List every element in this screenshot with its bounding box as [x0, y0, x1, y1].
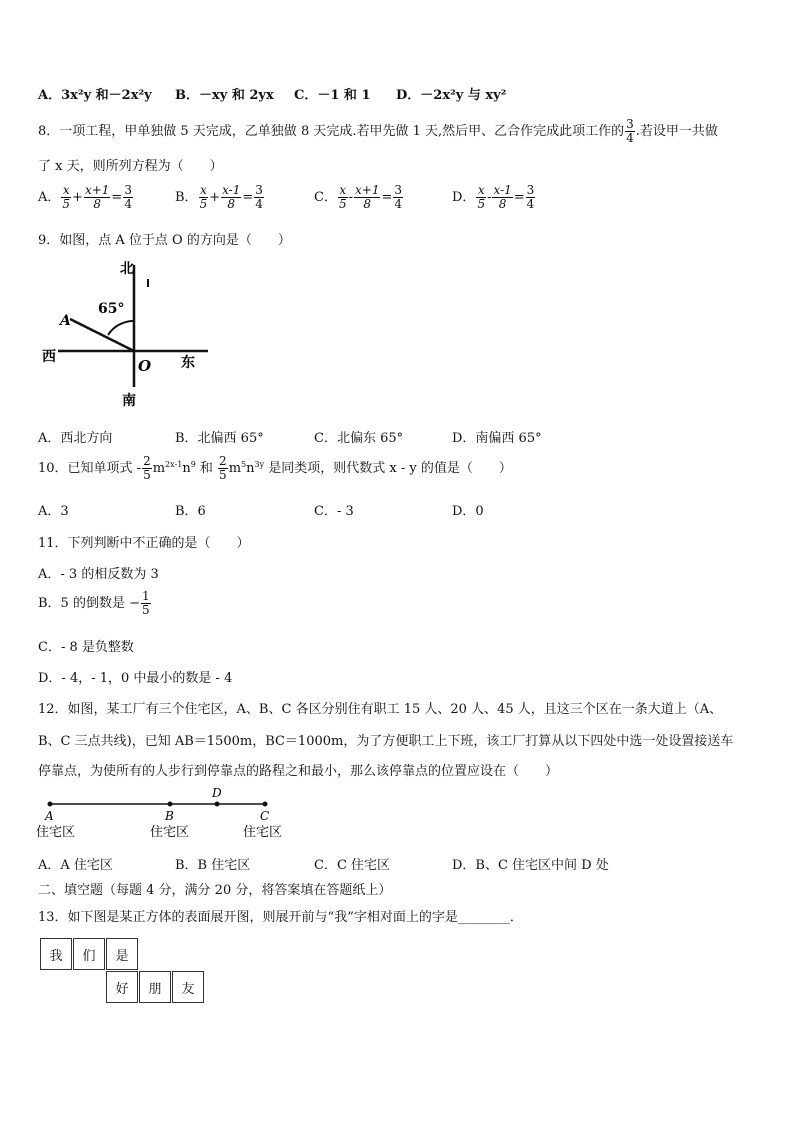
- q11-option-a: A．- 3 的相反数为 3: [38, 567, 159, 582]
- q8-stem-line1: [38, 118, 718, 145]
- q12-stem-line1: 12．如图，某工厂有三个住宅区，A、B、C 各区分别住有职工 15 人、20 人、45 人，且这三个区在一条大道上（A、: [38, 702, 723, 717]
- net-cell-hao: 好: [106, 971, 138, 1003]
- q12-stem-line3: 停靠点，为使所有的人步行到停靠点的路程之和最小，那么该停靠点的位置应设在（ ）: [38, 764, 559, 779]
- label-area-c: 住宅区: [243, 825, 283, 840]
- q12-option-b: B．B 住宅区: [175, 858, 251, 873]
- label-area-b: 住宅区: [150, 825, 190, 840]
- point-a: [48, 802, 53, 807]
- label-b: B: [165, 809, 174, 823]
- q9-option-d: D．南偏西 65°: [452, 431, 542, 446]
- q12-option-d: D．B、C 住宅区中间 D 处: [452, 858, 609, 873]
- q11-option-d: D．- 4，- 1，0 中最小的数是 - 4: [38, 671, 233, 686]
- q8-fraction: $\frac{3}{4}$: [626, 117, 634, 145]
- q9-compass-figure: [38, 255, 218, 415]
- label-north: 北: [120, 261, 134, 277]
- q12-option-c: C．C 住宅区: [314, 858, 391, 873]
- section-2-heading: 二、填空题（每题 4 分，满分 20 分，将答案填在答题纸上）: [38, 883, 392, 898]
- q10-option-a: A．3: [38, 504, 69, 519]
- net-cell-wo: 我: [40, 938, 72, 970]
- label-origin: O: [138, 357, 152, 375]
- label-d: D: [212, 786, 222, 800]
- q10-option-c: C．- 3: [314, 504, 354, 519]
- q12-option-a: A．A 住宅区: [38, 858, 113, 873]
- q8-stem-line2: 了 x 天，则所列方程为（ ）: [38, 159, 223, 174]
- net-cell-men: 们: [73, 938, 105, 970]
- label-c: C: [260, 809, 270, 823]
- q13-stem: 13．如下图是某正方体的表面展开图，则展开前与“我”字相对面上的字是________．: [38, 910, 523, 925]
- q8-option-c: C． $\frac{x}{5}$ - $\frac{x+1}{8}$ = $\frac{3}{4}$: [314, 183, 403, 211]
- label-point-a: A: [60, 313, 71, 329]
- q7-option-c: C．－1 和 1: [294, 88, 371, 103]
- q9-option-a: A．西北方向: [38, 431, 113, 446]
- label-angle: 65°: [98, 301, 125, 317]
- label-east: 东: [181, 355, 195, 371]
- q8-stem-prefix: 8．一项工程，甲单独做 5 天完成，乙单独做 8 天完成.若甲先做 1 天,然后甲、乙合作完成此项工作的: [38, 124, 625, 139]
- q7-option-b: B．－xy 和 2yx: [175, 88, 274, 103]
- q10-stem: 10．已知单项式 - $\frac{2}{5}$ $m^{2x-1}n^9$ 和 $\frac{2}{5}$ $m^5n^{3y}$ 是同类项，则代数式 x - y 的值是（ ）: [38, 454, 512, 482]
- point-d: [215, 802, 220, 807]
- q9-option-c: C．北偏东 65°: [314, 431, 404, 446]
- q10-option-d: D．0: [452, 504, 484, 519]
- label-area-a: 住宅区: [36, 825, 76, 840]
- q9-option-b: B．北偏西 65°: [175, 431, 264, 446]
- ray-oa: [70, 319, 134, 351]
- q9-stem: 9．如图，点 A 位于点 O 的方向是（ ）: [38, 233, 291, 248]
- q11-option-c: C．- 8 是负整数: [38, 640, 134, 655]
- net-cell-peng: 朋: [139, 971, 171, 1003]
- angle-arc: [108, 321, 134, 335]
- net-cell-you: 友: [172, 971, 204, 1003]
- q10-option-b: B．6: [175, 504, 206, 519]
- point-c: [263, 802, 268, 807]
- q8-option-b: B． $\frac{x}{5}$ + $\frac{x-1}{8}$ = $\frac{3}{4}$: [175, 183, 263, 211]
- q8-option-d: D． $\frac{x}{5}$ - $\frac{x-1}{8}$ = $\frac{3}{4}$: [452, 183, 535, 211]
- point-b: [168, 802, 173, 807]
- q12-line-figure: [36, 784, 296, 842]
- q11-stem: 11．下列判断中不正确的是（ ）: [38, 536, 250, 551]
- label-a: A: [45, 809, 54, 823]
- q12-stem-line2: B、C 三点共线)，已知 AB＝1500m，BC＝1000m，为了方便职工上下班，该工厂打算从以下四处中选一处设置接送车: [38, 734, 734, 749]
- label-south: 南: [122, 393, 136, 409]
- q11-option-b: B．5 的倒数是 − $\frac{1}{5}$: [38, 589, 150, 617]
- q7-option-a: A．3x²y 和－2x²y: [38, 88, 152, 103]
- net-cell-shi: 是: [106, 938, 138, 970]
- q8-option-a: A． $\frac{x}{5}$ + $\frac{x+1}{8}$ = $\frac{3}{4}$: [38, 183, 132, 211]
- q7-option-d: D．－2x²y 与 xy²: [396, 88, 507, 103]
- label-west: 西: [42, 349, 56, 365]
- q8-stem-suffix: .若设甲一共做: [635, 124, 718, 139]
